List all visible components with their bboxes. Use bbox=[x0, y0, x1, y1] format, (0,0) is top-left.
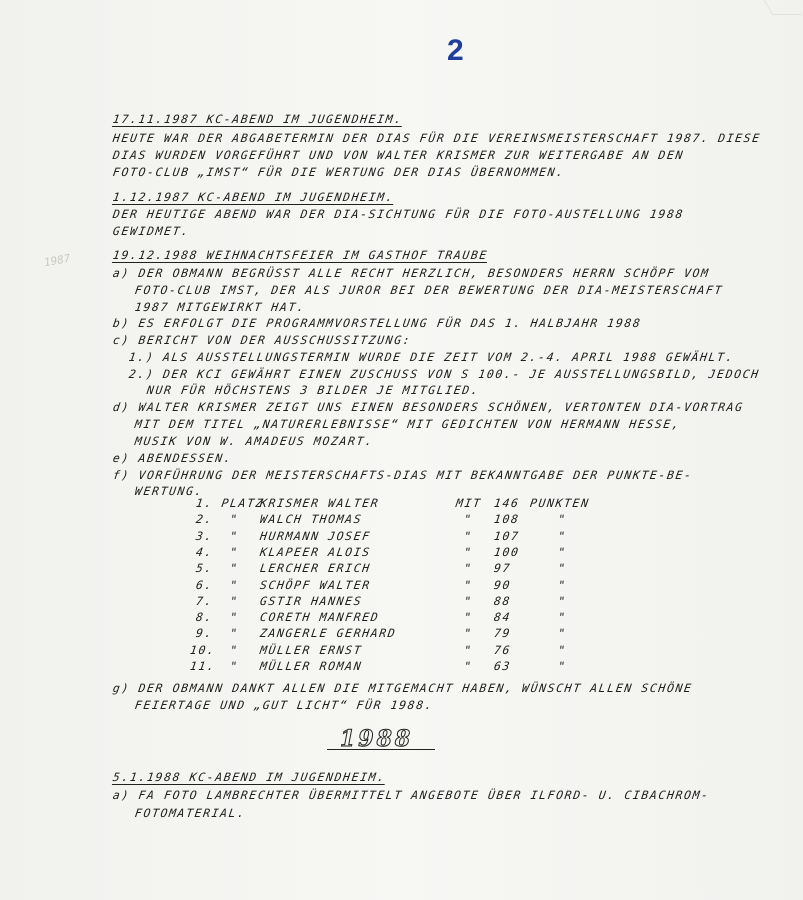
rank-points: 100 bbox=[493, 544, 521, 559]
page-number: 2 bbox=[447, 34, 464, 67]
rank-points: 79 bbox=[493, 626, 513, 641]
rank-unit: PUNKTEN bbox=[529, 496, 591, 510]
year-heading-underline bbox=[327, 749, 435, 750]
entry-line: 2.) DER KCI GEWÄHRT EINEN ZUSCHUSS VON S 100.- JE AUSSTELLUNGSBILD, JEDOCH bbox=[128, 367, 761, 381]
entry-line: FOTO-CLUB „IMST“ FÜR DIE WERTUNG DER DIAS ÜBERNOMMEN. bbox=[112, 165, 566, 179]
corner-fold bbox=[764, 0, 802, 15]
rank-mit: " bbox=[463, 561, 474, 576]
rank-place: 10. bbox=[189, 642, 217, 657]
rank-unit: " bbox=[557, 593, 568, 608]
rank-place: 1. PLATZ bbox=[195, 496, 266, 510]
rank-mit: " bbox=[463, 610, 474, 625]
entry-header: 5.1.1988 KC-ABEND IM JUGENDHEIM. bbox=[112, 770, 387, 784]
rank-place: 11. bbox=[189, 659, 217, 673]
entry-line: c) BERICHT VON DER AUSSCHUSSITZUNG: bbox=[112, 333, 413, 347]
rank-place: 2. bbox=[195, 512, 215, 527]
rank-mit: " bbox=[463, 512, 474, 527]
rank-place: 6. bbox=[195, 577, 215, 592]
rank-mit: " bbox=[463, 544, 474, 559]
rank-ditto: " bbox=[229, 659, 240, 673]
rank-points: 63 bbox=[493, 659, 513, 673]
rank-mit: " bbox=[463, 593, 474, 608]
entry-line: FOTOMATERIAL. bbox=[134, 806, 247, 820]
entry-line: WERTUNG. bbox=[134, 484, 205, 498]
rank-name: ZANGERLE GERHARD bbox=[259, 626, 398, 641]
rank-mit: " bbox=[463, 659, 474, 673]
rank-mit: " bbox=[463, 577, 474, 592]
rank-place: 7. bbox=[195, 593, 215, 608]
rank-unit: " bbox=[557, 528, 568, 543]
entry-line: 1.) ALS AUSSTELLUNGSTERMIN WURDE DIE ZEIT VOM 2.-4. APRIL 1988 GEWÄHLT. bbox=[128, 350, 736, 364]
rank-unit: " bbox=[557, 544, 568, 559]
rank-unit: " bbox=[557, 512, 568, 527]
entry-line: a) FA FOTO LAMBRECHTER ÜBERMITTELT ANGEBOTE ÜBER ILFORD- U. CIBACHROM- bbox=[112, 788, 711, 802]
rank-ditto: " bbox=[229, 626, 240, 641]
rank-name: KLAPEER ALOIS bbox=[259, 544, 372, 559]
rank-ditto: " bbox=[229, 528, 240, 543]
rank-place: 3. bbox=[195, 528, 215, 543]
rank-points: 108 bbox=[493, 512, 521, 527]
rank-unit: " bbox=[557, 659, 568, 673]
rank-mit: " bbox=[463, 642, 474, 657]
rank-unit: " bbox=[557, 610, 568, 625]
rank-points: 88 bbox=[493, 593, 513, 608]
entry-line: NUR FÜR HÖCHSTENS 3 BILDER JE MITGLIED. bbox=[146, 383, 481, 397]
entry-line: FEIERTAGE UND „GUT LICHT“ FÜR 1988. bbox=[134, 698, 435, 712]
rank-points: 76 bbox=[493, 642, 513, 657]
entry-line: f) VORFÜHRUNG DER MEISTERSCHAFTS-DIAS MIT BEKANNTGABE DER PUNKTE-BE- bbox=[112, 468, 694, 482]
rank-unit: " bbox=[557, 642, 568, 657]
entry-header: 19.12.1988 WEIHNACHTSFEIER IM GASTHOF TRAUBE bbox=[112, 248, 490, 262]
entry-line: b) ES ERFOLGT DIE PROGRAMMVORSTELLUNG FÜR DAS 1. HALBJAHR 1988 bbox=[112, 316, 643, 330]
rank-mit: " bbox=[463, 528, 474, 543]
rank-name: SCHÖPF WALTER bbox=[259, 577, 372, 592]
entry-line: e) ABENDESSEN. bbox=[112, 451, 234, 465]
rank-ditto: " bbox=[229, 577, 240, 592]
rank-ditto: " bbox=[229, 593, 240, 608]
rank-name: LERCHER ERICH bbox=[259, 561, 372, 576]
entry-line: d) WALTER KRISMER ZEIGT UNS EINEN BESONDERS SCHÖNEN, VERTONTEN DIA-VORTRAG bbox=[112, 400, 745, 414]
rank-name: HURMANN JOSEF bbox=[259, 528, 372, 543]
rank-mit: MIT bbox=[455, 496, 483, 510]
rank-points: 90 bbox=[493, 577, 513, 592]
rank-name: GSTIR HANNES bbox=[259, 593, 364, 608]
entry-line: GEWIDMET. bbox=[112, 224, 191, 238]
entry-line: MUSIK VON W. AMADEUS MOZART. bbox=[134, 434, 375, 448]
rank-mit: " bbox=[463, 626, 474, 641]
rank-name: WALCH THOMAS bbox=[259, 512, 364, 527]
rank-ditto: " bbox=[229, 544, 240, 559]
rank-points: 107 bbox=[493, 528, 521, 543]
rank-name: MÜLLER ERNST bbox=[259, 642, 364, 657]
margin-note: 1987 bbox=[43, 251, 72, 270]
entry-line: HEUTE WAR DER ABGABETERMIN DER DIAS FÜR DIE VEREINSMEISTERSCHAFT 1987. DIESE bbox=[112, 131, 762, 145]
rank-ditto: " bbox=[229, 642, 240, 657]
rank-points: 97 bbox=[493, 561, 513, 576]
rank-place: 4. bbox=[195, 544, 215, 559]
entry-header: 17.11.1987 KC-ABEND IM JUGENDHEIM. bbox=[112, 112, 404, 126]
rank-place: 5. bbox=[195, 561, 215, 576]
rank-unit: " bbox=[557, 577, 568, 592]
rank-unit: " bbox=[557, 561, 568, 576]
rank-name: KRISMER WALTER bbox=[259, 496, 381, 510]
rank-name: CORETH MANFRED bbox=[259, 610, 381, 625]
entry-header: 1.12.1987 KC-ABEND IM JUGENDHEIM. bbox=[112, 190, 396, 204]
entry-line: a) DER OBMANN BEGRÜSST ALLE RECHT HERZLICH, BESONDERS HERRN SCHÖPF VOM bbox=[112, 266, 711, 280]
rank-points: 146 bbox=[493, 496, 521, 510]
entry-line: DER HEUTIGE ABEND WAR DER DIA-SICHTUNG FÜR DIE FOTO-AUSTELLUNG 1988 bbox=[112, 207, 686, 221]
rank-points: 84 bbox=[493, 610, 513, 625]
rank-ditto: " bbox=[229, 561, 240, 576]
rank-unit: " bbox=[557, 626, 568, 641]
rank-ditto: " bbox=[229, 610, 240, 625]
entry-line: FOTO-CLUB IMST, DER ALS JUROR BEI DER BEWERTUNG DER DIA-MEISTERSCHAFT bbox=[134, 283, 725, 297]
entry-line: 1987 MITGEWIRKT HAT. bbox=[134, 300, 307, 314]
rank-place: 9. bbox=[195, 626, 215, 641]
rank-place: 8. bbox=[195, 610, 215, 625]
entry-line: DIAS WURDEN VORGEFÜHRT UND VON WALTER KRISMER ZUR WEITERGABE AN DEN bbox=[112, 148, 686, 162]
rank-ditto: " bbox=[229, 512, 240, 527]
year-heading: 1988 bbox=[340, 726, 414, 752]
rank-name: MÜLLER ROMAN bbox=[259, 659, 364, 673]
entry-line: g) DER OBMANN DANKT ALLEN DIE MITGEMACHT HABEN, WÜNSCHT ALLEN SCHÖNE bbox=[112, 681, 694, 695]
entry-line: MIT DEM TITEL „NATURERLEBNISSE“ MIT GEDICHTEN VON HERMANN HESSE, bbox=[134, 417, 682, 431]
